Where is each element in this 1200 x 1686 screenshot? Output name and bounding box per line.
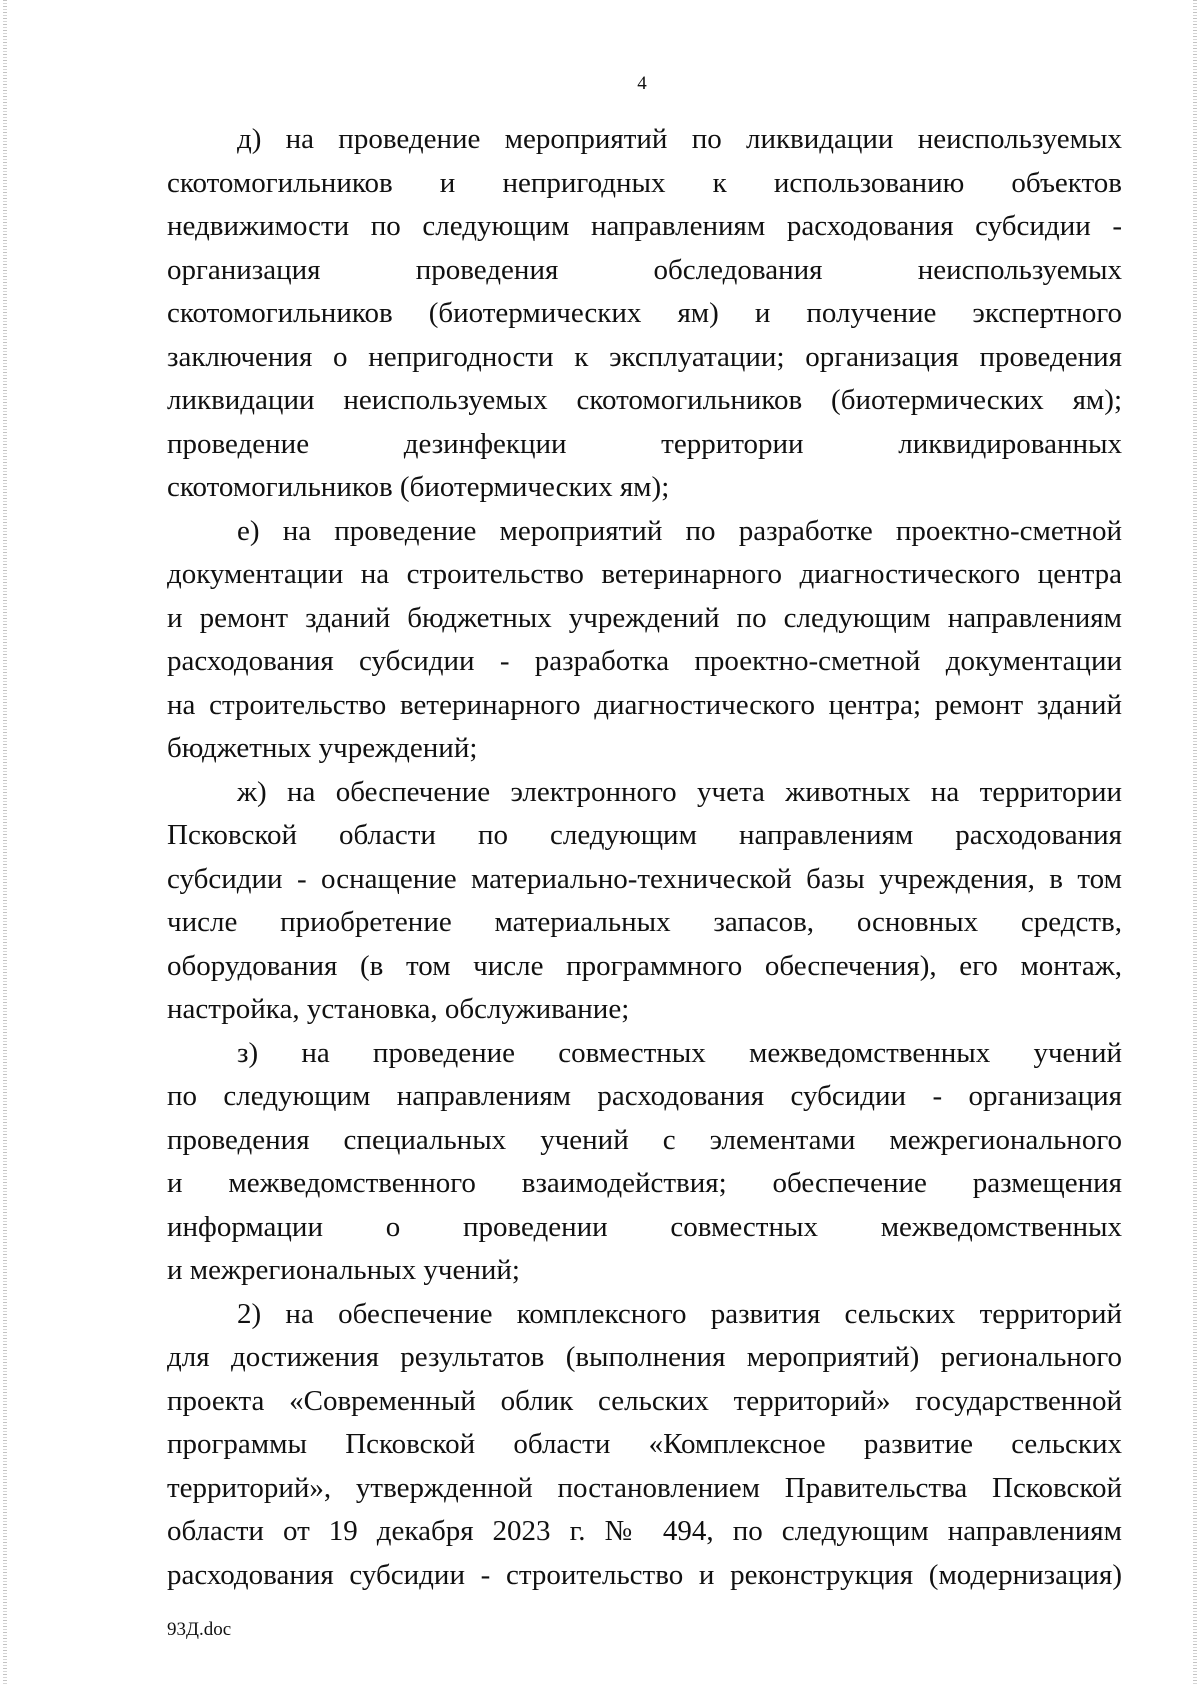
- text-line: проекта «Современный облик сельских территорий» государственной: [167, 1384, 1122, 1417]
- text-line: на строительство ветеринарного диагностического центра; ремонт зданий: [167, 688, 1122, 721]
- text-line: субсидии - оснащение материально-технической базы учреждения, в том: [167, 862, 1122, 895]
- text-line: расходования субсидии - разработка проектно-сметной документации: [167, 645, 1122, 677]
- text-line: е) на проведение мероприятий по разработке проектно-сметной: [237, 514, 1122, 547]
- scan-border-right: [1193, 0, 1197, 1686]
- text-line: территорий», утвержденной постановлением Правительства Псковской: [167, 1471, 1122, 1504]
- paragraph-e: [167, 510, 1122, 771]
- text-line: недвижимости по следующим направлениям расходования субсидии -: [167, 210, 1122, 242]
- text-line: д) на проведение мероприятий по ликвидации неиспользуемых: [237, 123, 1122, 155]
- text-line: бюджетных учреждений;: [167, 732, 478, 764]
- text-line: организация проведения обследования неиспользуемых: [167, 253, 1122, 286]
- text-line: расходования субсидии - строительство и реконструкция (модернизация): [167, 1558, 1122, 1591]
- paragraph-z: [167, 1032, 1122, 1293]
- paragraph-zh: [167, 771, 1122, 1032]
- text-line: настройка, установка, обслуживание;: [167, 993, 630, 1025]
- text-line: оборудования (в том числе программного обеспечения), его монтаж,: [167, 949, 1122, 982]
- text-line: и межрегиональных учений;: [167, 1254, 520, 1286]
- text-line: Псковской области по следующим направлениям расходования: [167, 819, 1122, 851]
- text-line: информации о проведении совместных межведомственных: [167, 1210, 1122, 1243]
- text-line: з) на проведение совместных межведомственных учений: [237, 1036, 1122, 1069]
- paragraph-d: [167, 118, 1122, 510]
- text-line: программы Псковской области «Комплексное развитие сельских: [167, 1428, 1122, 1460]
- footer-filename: 93Д.doc: [167, 1619, 232, 1640]
- text-line: и ремонт зданий бюджетных учреждений по следующим направлениям: [167, 601, 1122, 634]
- scan-border-left: [3, 0, 7, 1686]
- text-line: для достижения результатов (выполнения мероприятий) регионального: [167, 1341, 1122, 1373]
- paragraph-2: [167, 1293, 1122, 1598]
- text-line: заключения о непригодности к эксплуатации; организация проведения: [167, 340, 1122, 373]
- text-line: документации на строительство ветеринарного диагностического центра: [167, 558, 1122, 590]
- text-line: проведения специальных учений с элементами межрегионального: [167, 1123, 1122, 1156]
- text-line: и межведомственного взаимодействия; обеспечение размещения: [167, 1167, 1122, 1199]
- text-line: области от 19 декабря 2023 г. № 494, по следующим направлениям: [167, 1515, 1122, 1547]
- text-line: проведение дезинфекции территории ликвидированных: [167, 427, 1122, 460]
- text-line: скотомогильников (биотермических ям) и получение экспертного: [167, 297, 1122, 329]
- text-line: скотомогильников и непригодных к использованию объектов: [167, 166, 1122, 199]
- document-body: [167, 118, 1122, 1597]
- text-line: скотомогильников (биотермических ям);: [167, 471, 670, 503]
- text-line: числе приобретение материальных запасов, основных средств,: [167, 906, 1122, 938]
- page-number: 4: [637, 73, 647, 94]
- text-line: ж) на обеспечение электронного учета животных на территории: [237, 775, 1122, 808]
- text-line: 2) на обеспечение комплексного развития сельских территорий: [237, 1297, 1122, 1330]
- text-line: по следующим направлениям расходования субсидии - организация: [167, 1080, 1122, 1112]
- text-line: ликвидации неиспользуемых скотомогильников (биотермических ям);: [167, 384, 1122, 416]
